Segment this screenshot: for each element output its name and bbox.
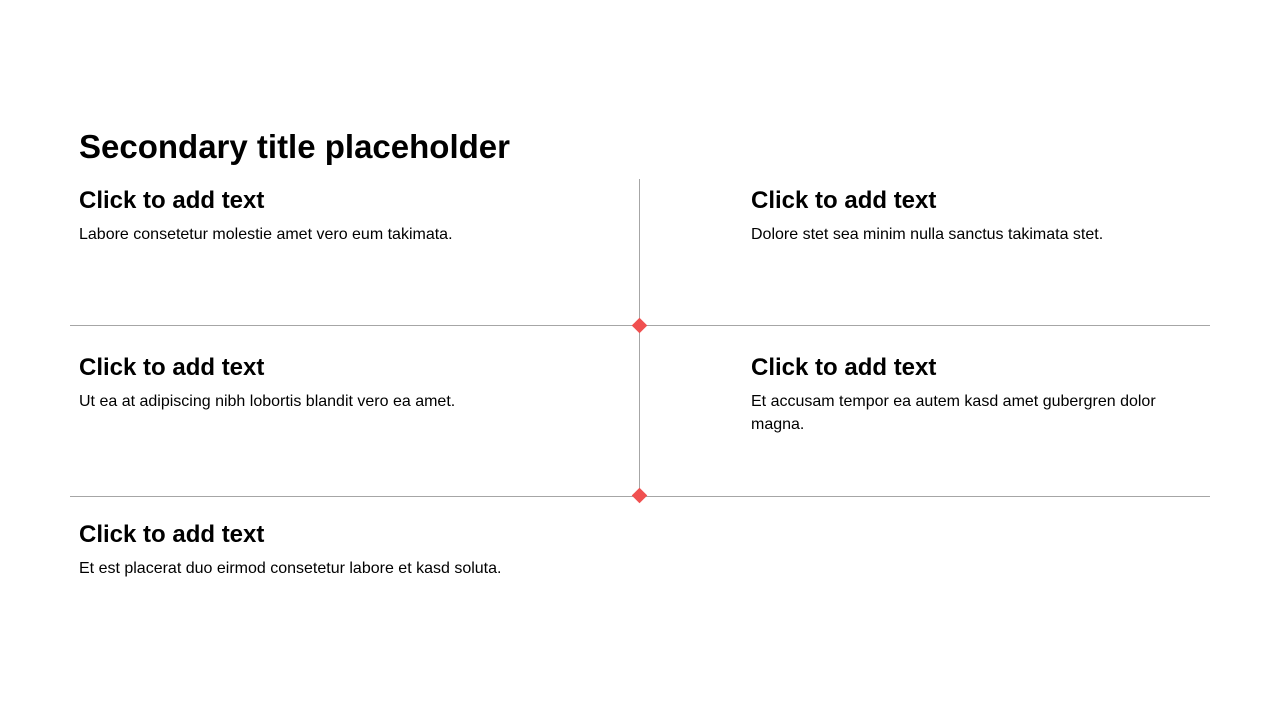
block-heading[interactable]: Click to add text (79, 187, 265, 214)
diamond-marker-icon (632, 488, 648, 504)
slide-title[interactable]: Secondary title placeholder (79, 128, 510, 165)
diamond-marker-icon (632, 318, 648, 334)
block-heading[interactable]: Click to add text (79, 521, 265, 548)
text-block-1 (79, 186, 599, 246)
block-body[interactable]: Ut ea at adipiscing nibh lobortis blandit vero ea amet. (79, 393, 456, 410)
text-block-2 (751, 186, 1191, 246)
vertical-divider (639, 179, 640, 496)
block-body[interactable]: Et est placerat duo eirmod consetetur labore et kasd soluta. (79, 560, 502, 577)
block-body[interactable]: Labore consetetur molestie amet vero eum takimata. (79, 226, 453, 243)
block-body[interactable]: Dolore stet sea minim nulla sanctus takimata stet. (751, 226, 1104, 243)
block-body[interactable]: Et accusam tempor ea autem kasd amet gubergren dolor magna. (751, 393, 1156, 433)
block-heading[interactable]: Click to add text (751, 354, 937, 381)
block-heading[interactable]: Click to add text (79, 354, 265, 381)
text-block-3 (79, 353, 599, 413)
text-block-4 (751, 353, 1171, 436)
text-block-5 (79, 520, 639, 580)
block-heading[interactable]: Click to add text (751, 187, 937, 214)
